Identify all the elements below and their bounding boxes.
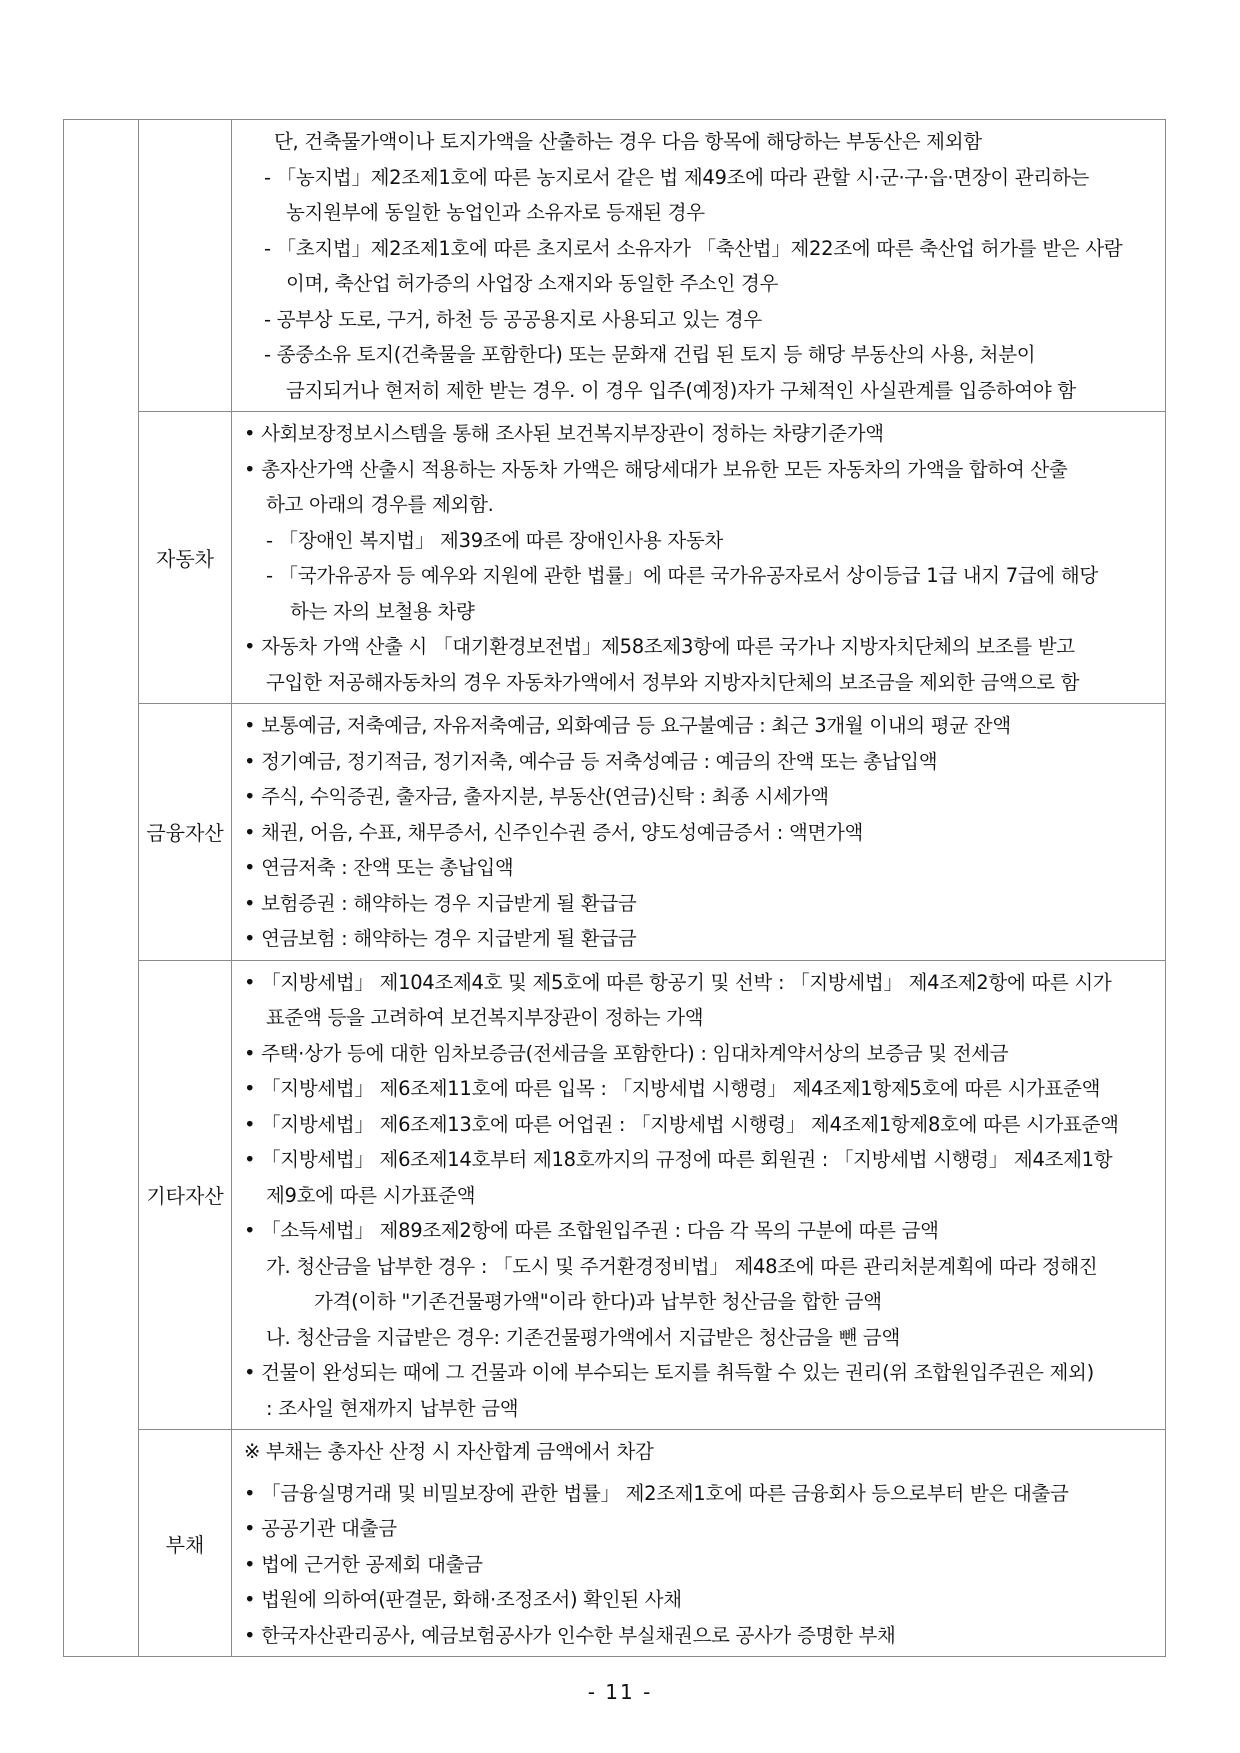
page-number: - 11 -: [587, 1680, 653, 1704]
text-line: • 「지방세법」 제104조제4호 및 제5호에 따른 항공기 및 선박 : 「지방세법」 제4조제2항에 따른 시가: [244, 970, 1112, 994]
text-line: 농지원부에 동일한 농업인과 소유자로 등재된 경우: [286, 201, 705, 224]
table-row-land-cont: [64, 120, 1166, 412]
text-line: 단, 건축물가액이나 토지가액을 산출하는 경우 다음 항목에 해당하는 부동산은 제외함: [274, 130, 982, 153]
table-row-debt: [64, 1430, 1166, 1657]
text-line: • 「지방세법」 제6조제13호에 따른 어업권 : 「지방세법 시행령」 제4조제1항제8호에 따른 시가표준액: [244, 1112, 1119, 1136]
text-line: • 법원에 의하여(판결문, 화해·조정조서) 확인된 사채: [244, 1588, 682, 1611]
table-row-car: [64, 412, 1166, 704]
row-label-car: 자동차: [139, 412, 232, 704]
text-line: • 주택·상가 등에 대한 임차보증금(전세금을 포함한다) : 임대차계약서상의 보증금 및 전세금: [244, 1041, 1009, 1065]
car-criteria-cell: [232, 412, 1166, 704]
text-line: 가격(이하 "기존건물평가액"이라 한다)과 납부한 청산금을 합한 금액: [314, 1290, 882, 1313]
text-line: 제9호에 따른 시가표준액: [266, 1183, 476, 1207]
text-line: - 「국가유공자 등 예우와 지원에 관한 법률」에 따른 국가유공자로서 상이등급 1급 내지 7급에 해당: [266, 564, 1098, 587]
debt-criteria-cell: [232, 1430, 1166, 1657]
text-line: • 한국자산관리공사, 예금보험공사가 인수한 부실채권으로 공사가 증명한 부채: [244, 1623, 896, 1647]
text-line: : 조사일 현재까지 납부한 금액: [266, 1396, 519, 1420]
text-line: - 「장애인 복지법」 제39조에 따른 장애인사용 자동차: [266, 528, 723, 552]
text-line: • 총자산가액 산출시 적용하는 자동차 가액은 해당세대가 보유한 모든 자동차의 가액을 합하여 산출: [244, 457, 1068, 481]
text-line: 나. 청산금을 지급받은 경우: 기존건물평가액에서 지급받은 청산금을 뺀 금액: [266, 1325, 901, 1349]
text-line: • 「금융실명거래 및 비밀보장에 관한 법률」 제2조제1호에 따른 금융회사 등으로부터 받은 대출금: [244, 1481, 1069, 1505]
row-label-finance: 금융자산: [139, 704, 232, 961]
text-line: 하고 아래의 경우를 제외함.: [266, 493, 494, 516]
text-line: 가. 청산금을 납부한 경우 : 「도시 및 주거환경정비법」 제48조에 따른 관리처분계획에 따라 정해진: [266, 1254, 1098, 1278]
text-line: • 연금보험 : 해약하는 경우 지급받게 될 환급금: [244, 927, 637, 950]
text-line: • 보험증권 : 해약하는 경우 지급받게 될 환급금: [244, 891, 637, 915]
text-line: • 공공기관 대출금: [244, 1517, 397, 1540]
row-label-empty: [139, 120, 232, 412]
text-line: 하는 자의 보철용 차량: [290, 599, 475, 623]
text-line: • 채권, 어음, 수표, 채무증서, 신주인수권 증서, 양도성예금증서 : 액면가액: [244, 820, 864, 844]
text-line: • 「지방세법」 제6조제11호에 따른 입목 : 「지방세법 시행령」 제4조제1항제5호에 따른 시가표준액: [244, 1077, 1101, 1100]
text-line: • 보통예금, 저축예금, 자유저축예금, 외화예금 등 요구불예금 : 최근 3개월 이내의 평균 잔액: [244, 714, 1011, 737]
text-line: • 주식, 수익증권, 출자금, 출자지분, 부동산(연금)신탁 : 최종 시세가액: [244, 785, 829, 808]
text-line: • 법에 근거한 공제회 대출금: [244, 1552, 483, 1576]
table-row-other: [64, 960, 1166, 1430]
text-line: • 「소득세법」 제89조제2항에 따른 조합원입주권 : 다음 각 목의 구분에 따른 금액: [244, 1219, 939, 1242]
text-line: • 연금저축 : 잔액 또는 총납입액: [244, 856, 514, 879]
text-line: - 종중소유 토지(건축물을 포함한다) 또는 문화재 건립 된 토지 등 해당 부동산의 사용, 처분이: [264, 343, 1036, 366]
text-line: 금지되거나 현저히 제한 받는 경우. 이 경우 입주(예정)자가 구체적인 사실관계를 입증하여야 함: [286, 378, 1076, 402]
debt-note: ※ 부채는 총자산 산정 시 자산합계 금액에서 차감: [244, 1440, 654, 1463]
land-exclusions-cell: [232, 120, 1166, 412]
text-line: 표준액 등을 고려하여 보건복지부장관이 정하는 가액: [266, 1006, 704, 1029]
text-line: • 사회보장정보시스템을 통해 조사된 보건복지부장관이 정하는 차량기준가액: [244, 422, 884, 445]
text-line: 구입한 저공해자동차의 경우 자동차가액에서 정부와 지방자치단체의 보조금을 제외한 금액으로 함: [266, 670, 1080, 694]
text-line: - 공부상 도로, 구거, 하천 등 공공용지로 사용되고 있는 경우: [264, 307, 762, 331]
text-line: - 「초지법」제2조제1호에 따른 초지로서 소유자가 「축산법」제22조에 따른 축산업 허가를 받은 사람: [264, 236, 1123, 260]
finance-criteria-cell: [232, 704, 1166, 961]
text-line: 이며, 축산업 허가증의 사업장 소재지와 동일한 주소인 경우: [286, 272, 779, 295]
text-line: • 건물이 완성되는 때에 그 건물과 이에 부수되는 토지를 취득할 수 있는 권리(위 조합원입주권은 제외): [244, 1361, 1094, 1384]
text-line: • 정기예금, 정기적금, 정기저축, 예수금 등 저축성예금 : 예금의 잔액 또는 총납입액: [244, 749, 938, 773]
row-label-other: 기타자산: [139, 960, 232, 1430]
text-line: • 자동차 가액 산출 시 「대기환경보전법」제58조제3항에 따른 국가나 지방자치단체의 보조를 받고: [244, 635, 1075, 658]
text-line: • 「지방세법」 제6조제14호부터 제18호까지의 규정에 따른 회원권 : 「지방세법 시행령」 제4조제1항: [244, 1148, 1113, 1171]
category-column-cell: [64, 120, 139, 1657]
text-line: - 「농지법」제2조제1호에 따른 농지로서 같은 법 제49조에 따라 관할 시·군·구·읍·면장이 관리하는: [264, 165, 1089, 189]
asset-criteria-table: [63, 119, 1166, 1657]
table-row-finance: [64, 704, 1166, 961]
row-label-debt: 부채: [139, 1430, 232, 1657]
other-criteria-cell: [232, 960, 1166, 1430]
